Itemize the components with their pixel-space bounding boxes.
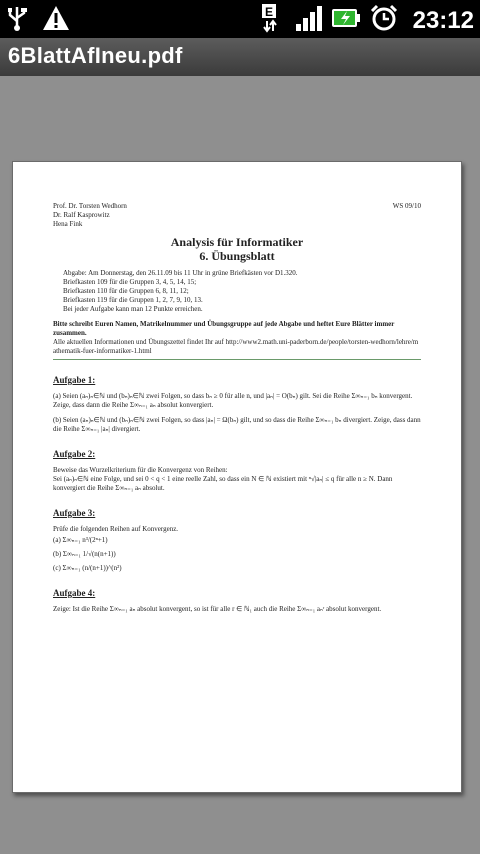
exercise-1b: (b) Seien (aₙ)ₙ∈ℕ und (bₙ)ₙ∈ℕ zwei Folgen, so dass |aₙ| = Ω(bₙ) gilt, und so dass die Reihe Σ∞ₙ₌₁ bₙ divergiert. Zeige, dass dann die Reihe Σ∞ₙ₌₁ |aₙ| divergiert.	[53, 416, 421, 433]
exercise-3-item: (a) Σ∞ₙ₌₁ n³/(2ⁿ+1)	[53, 536, 108, 544]
exercise-1-heading: Aufgabe 1:	[53, 375, 96, 385]
submission-info	[63, 269, 421, 314]
author-name: Hena Fink	[53, 220, 83, 228]
divider	[53, 359, 421, 360]
exercise-4-heading: Aufgabe 4:	[53, 588, 96, 598]
usb-icon	[6, 4, 28, 37]
alarm-icon	[369, 3, 399, 38]
exercise-4-text: Zeige: Ist die Reihe Σ∞ₙ₌₁ aₙ absolut konvergent, so ist für alle r ∈ ℕ₁ auch die Reihe Σ∞ₙ₌₁ aₙʳ absolut konvergent.	[53, 605, 382, 613]
pdf-viewer[interactable]	[0, 76, 480, 854]
submission-line: Briefkasten 109 für die Gruppen 3, 4, 5, 14, 15;	[63, 278, 197, 286]
exercise-2-heading: Aufgabe 2:	[53, 449, 96, 459]
status-bar	[0, 0, 480, 38]
document-header	[53, 202, 421, 229]
pdf-page[interactable]	[12, 161, 462, 793]
warning-icon	[42, 5, 70, 36]
exercise-3-intro: Prüfe die folgenden Reihen auf Konvergenz.	[53, 525, 179, 533]
document-title	[53, 235, 421, 263]
document-content	[53, 202, 421, 614]
exercise-3-item: (c) Σ∞ₙ₌₁ (n/(n+1))^(n²)	[53, 564, 122, 572]
submission-line: Briefkasten 110 für die Gruppen 6, 8, 11, 12;	[63, 287, 189, 295]
battery-icon	[331, 7, 361, 34]
author-name: Dr. Ralf Kasprowitz	[53, 211, 110, 219]
title-bar	[0, 38, 480, 76]
notice-bold: Bitte schreibt Euren Namen, Matrikelnummer und Übungsgruppe auf jede Abgabe und heftet Eure Blätter immer zusammen.	[53, 320, 395, 337]
document-filename: 6BlattAfIneu.pdf	[8, 43, 183, 68]
submission-line: Bei jeder Aufgabe kann man 12 Punkte erreichen.	[63, 305, 203, 313]
exercise-1a: (a) Seien (aₙ)ₙ∈ℕ und (bₙ)ₙ∈ℕ zwei Folgen, so dass bₙ ≥ 0 für alle n, und |aₙ| = O(bₙ) gilt. Sei die Reihe Σ∞ₙ₌₁ bₙ konvergent. Zeige, dass dann die Reihe Σ∞ₙ₌₁ aₙ absolut konvergiert.	[53, 392, 413, 409]
title-line: Analysis für Informatiker	[170, 235, 304, 249]
submission-line: Abgabe: Am Donnerstag, den 26.11.09 bis 11 Uhr in grüne Briefkästen vor D1.320.	[63, 269, 298, 277]
exercise-3-heading: Aufgabe 3:	[53, 508, 96, 518]
notice-info: Alle aktuellen Informationen und Übungszettel findet Ihr auf http://www2.math.uni-paderborn.de/people/torsten-wedhorn/lehre/mathematik-fuer-informatiker-1.html	[53, 338, 419, 355]
data-transfer-icon	[261, 3, 287, 38]
exercise-2-line: Sei (aₙ)ₙ∈ℕ eine Folge, und sei 0 < q < 1 eine reelle Zahl, so dass ein N ∈ ℕ existiert mit ⁿ√|aₙ| ≤ q für alle n ≥ N. Dann konvergiert die Reihe Σ∞ₙ₌₁ aₙ absolut.	[53, 475, 393, 492]
author-name: Prof. Dr. Torsten Wedhorn	[53, 202, 127, 210]
exercise-2-line: Beweise das Wurzelkriterium für die Konvergenz von Reihen:	[53, 466, 228, 474]
exercise-3-item: (b) Σ∞ₙ₌₁ 1/√(n(n+1))	[53, 550, 116, 558]
signal-icon	[295, 4, 323, 37]
title-line: 6. Übungsblatt	[199, 249, 275, 263]
semester-label: WS 09/10	[392, 202, 421, 210]
clock: 23:12	[412, 6, 474, 34]
submission-line: Briefkasten 119 für die Gruppen 1, 2, 7, 9, 10, 13.	[63, 296, 203, 304]
svg-text:E: E	[264, 5, 273, 19]
